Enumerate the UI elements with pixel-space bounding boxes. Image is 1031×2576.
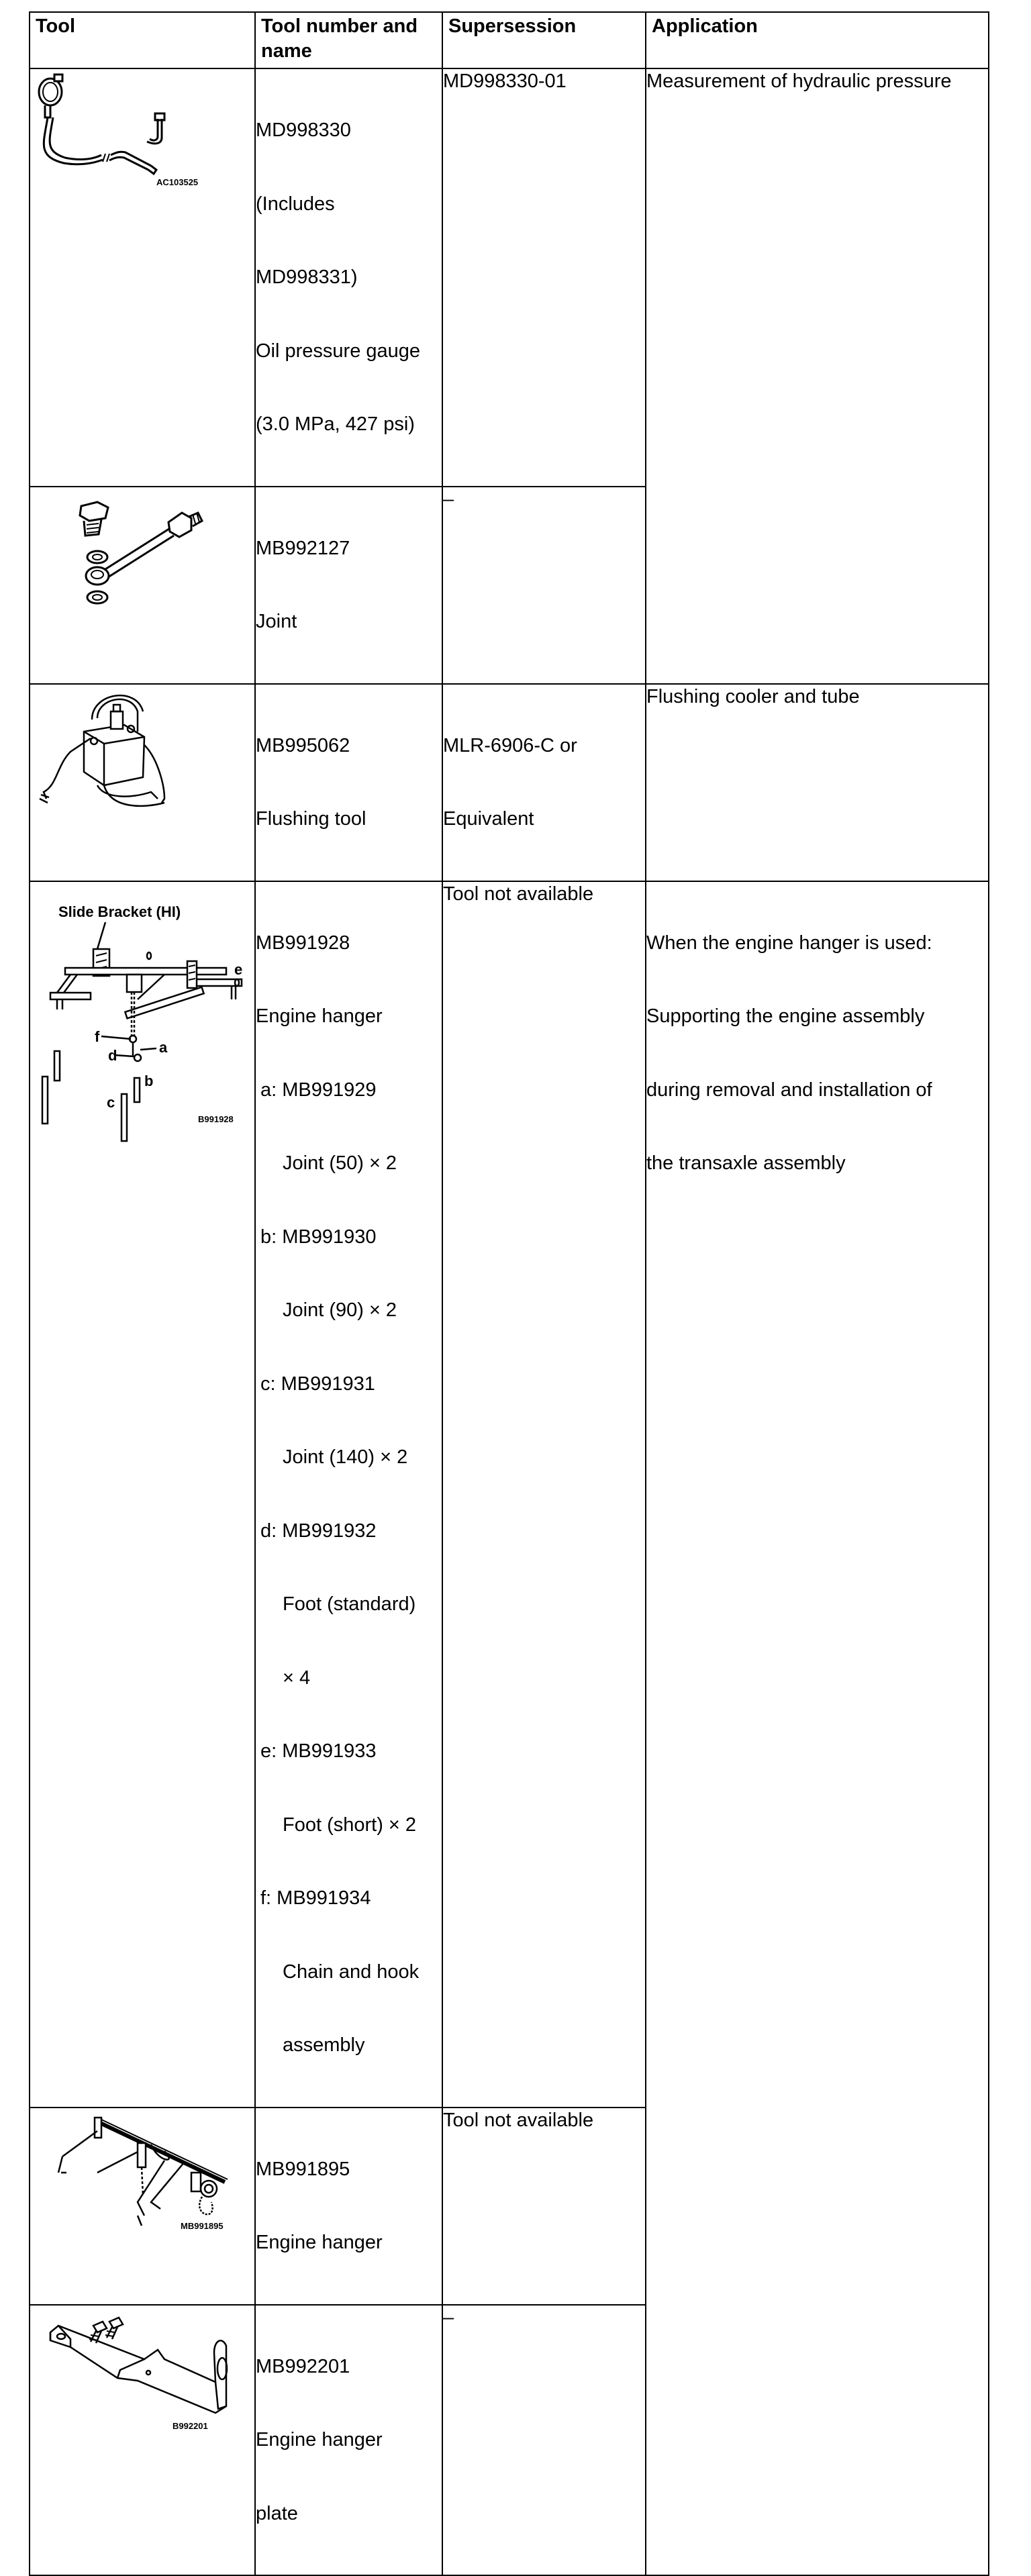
tool-name-line: Joint xyxy=(256,611,297,632)
component-code: c: MB991931 xyxy=(260,1373,375,1395)
tool-number-line: MD998331) xyxy=(256,266,358,288)
tool-number-line: MB991895 xyxy=(256,2158,350,2180)
tool-name-line: Engine hanger xyxy=(256,2232,383,2253)
application-line: When the engine hanger is used: xyxy=(646,932,932,954)
tool-number-cell xyxy=(255,2305,442,2576)
supersession-cell xyxy=(442,684,646,881)
component-desc: Foot (short) × 2 xyxy=(283,1814,417,1836)
tool-number-line: MB992201 xyxy=(256,2355,350,2377)
component-desc: assembly xyxy=(283,2034,365,2056)
header-row xyxy=(30,12,989,68)
image-letter: d xyxy=(108,1046,117,1064)
tool-image-cell xyxy=(30,68,255,487)
tool-name-line: plate xyxy=(256,2502,298,2524)
image-label: AC103525 xyxy=(156,177,199,187)
tool-image-cell xyxy=(30,684,255,881)
table-row xyxy=(30,881,989,2108)
application-line: the transaxle assembly xyxy=(646,1152,846,1174)
tool-number-cell xyxy=(255,684,442,881)
joint-illustration xyxy=(30,487,256,628)
engine-hanger-illustration xyxy=(30,882,256,1285)
header-tool: Tool xyxy=(30,12,255,68)
image-label: B992201 xyxy=(173,2420,208,2431)
tool-name-line: Engine hanger xyxy=(256,1005,383,1027)
tool-number-line: MB992127 xyxy=(256,537,350,559)
image-letter: a xyxy=(159,1038,168,1056)
tool-image-cell xyxy=(30,2108,255,2305)
tool-name-line: (3.0 MPa, 427 psi) xyxy=(256,413,415,435)
oil-pressure-gauge-illustration xyxy=(30,69,256,206)
flushing-tool-illustration xyxy=(30,685,256,825)
image-letter: b xyxy=(144,1072,154,1089)
tool-number-cell xyxy=(255,881,442,2108)
tool-name-line: Flushing tool xyxy=(256,808,366,830)
component-desc: × 4 xyxy=(283,1667,311,1689)
tool-number-cell xyxy=(255,487,442,684)
component-desc: Joint (50) × 2 xyxy=(283,1152,397,1174)
application-cell xyxy=(646,881,989,2576)
table-row xyxy=(30,68,989,487)
component-code: f: MB991934 xyxy=(260,1887,371,1909)
component-desc: Joint (90) × 2 xyxy=(283,1299,397,1321)
component-code: b: MB991930 xyxy=(260,1226,377,1248)
table-row xyxy=(30,684,989,881)
supersession-line: Equivalent xyxy=(443,808,534,830)
image-label: MB991895 xyxy=(181,2220,224,2231)
header-application: Application xyxy=(646,12,989,68)
component-desc: Chain and hook xyxy=(283,1961,420,1983)
application-cell: Flushing cooler and tube xyxy=(646,684,989,881)
tool-image-cell xyxy=(30,881,255,2108)
supersession-cell: Tool not available xyxy=(442,881,646,2108)
image-letter: c xyxy=(107,1093,115,1111)
component-code: a: MB991929 xyxy=(260,1079,377,1101)
tool-name-line: Engine hanger xyxy=(256,2429,383,2450)
component-code: e: MB991933 xyxy=(260,1740,377,1762)
tool-number-line: MB991928 xyxy=(256,932,350,954)
engine-hanger-2-illustration xyxy=(30,2108,256,2245)
component-code: d: MB991932 xyxy=(260,1520,377,1542)
engine-hanger-plate-illustration xyxy=(30,2306,256,2451)
image-label: B991928 xyxy=(198,1113,234,1124)
image-letter: e xyxy=(234,960,243,978)
component-desc: Joint (140) × 2 xyxy=(283,1446,408,1468)
tool-number-line: MD998330 xyxy=(256,119,351,141)
application-line: during removal and installation of xyxy=(646,1079,932,1101)
application-line: Supporting the engine assembly xyxy=(646,1005,925,1027)
image-caption: Slide Bracket (HI) xyxy=(58,903,181,920)
component-desc: Foot (standard) xyxy=(283,1593,416,1615)
supersession-line: MLR-6906-C or xyxy=(443,734,577,756)
tool-image-cell xyxy=(30,487,255,684)
tool-number-line: MB995062 xyxy=(256,734,350,756)
tool-number-line: (Includes xyxy=(256,193,335,215)
supersession-cell: – xyxy=(442,2305,646,2576)
supersession-cell: MD998330-01 xyxy=(442,68,646,487)
tool-name-line: Oil pressure gauge xyxy=(256,340,421,362)
header-tool-number-and-name: Tool number and name xyxy=(255,12,442,68)
header-supersession: Supersession xyxy=(442,12,646,68)
application-cell: Measurement of hydraulic pressure xyxy=(646,68,989,684)
special-tools-table xyxy=(29,11,989,2576)
supersession-cell: – xyxy=(442,487,646,684)
tool-image-cell xyxy=(30,2305,255,2576)
tool-number-cell xyxy=(255,68,442,487)
tool-number-cell xyxy=(255,2108,442,2305)
supersession-cell: Tool not available xyxy=(442,2108,646,2305)
image-letter: f xyxy=(95,1028,100,1045)
